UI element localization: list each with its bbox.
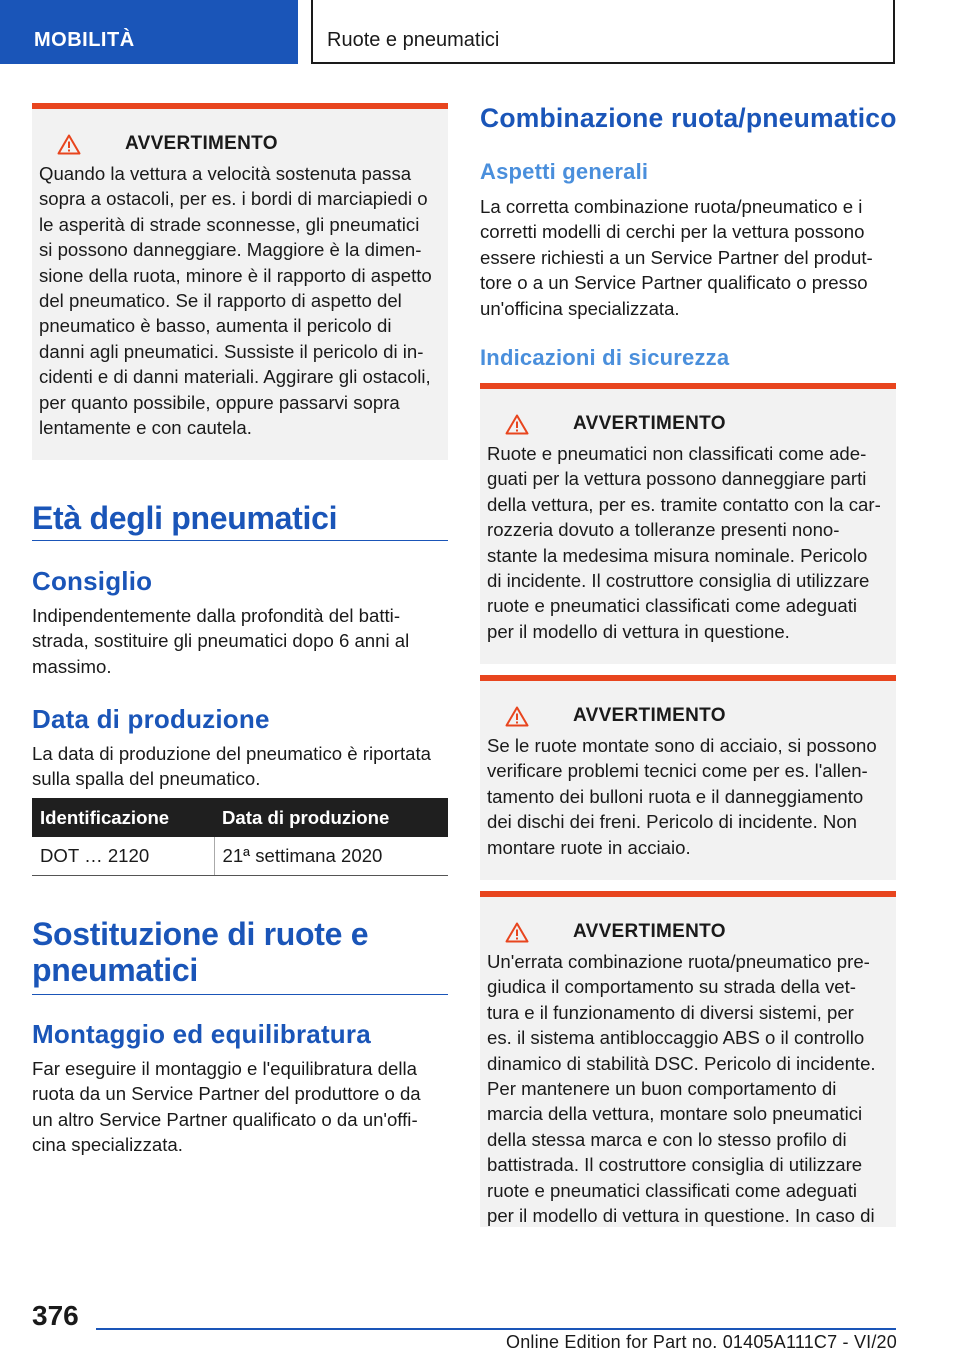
heading-tire-age: Età degli pneumatici [32,500,338,536]
heading-wheel-tire-combination: Combinazione ruota/pneumatico [480,103,897,133]
heading-production-date: Data di produzione [32,704,270,734]
general-paragraph: La corretta combinazione ruota/pneumatico e i corretti modelli di cerchi per la vettura possono essere richiesti a un Service Partner del produt- tore o a un Service Partner qualificato o presso un'officina specializzata. [480,196,873,319]
warning-text: Ruote e pneumatici non classificati come ade- guati per la vettura possono danneggiare parti della vettura, per es. tramite contatto con la car- rozzeria dovuto a tolleranze presenti nono- stante la medesima misura nominale. Pericolo di incidente. Il costruttore consiglia di utilizzare ruote e pneumatici classificati come adeguati per il modello di vettura in questione. [487,443,881,642]
advice-paragraph: Indipendentemente dalla profondità del batti- strada, sostituire gli pneumatici dopo 6 anni al massimo. [32,605,410,677]
warning-box-steel-wheels [480,675,896,880]
warning-triangle-icon [497,705,537,727]
heading-rule [32,540,448,541]
warning-title: AVVERTIMENTO [573,413,726,434]
heading-advice: Consiglio [32,566,153,596]
table-cell: DOT … 2120 [32,837,214,876]
heading-mounting: Montaggio ed equilibratura [32,1019,371,1049]
edition-note: Online Edition for Part no. 01405A111C7 - VI/20 [506,1332,897,1352]
mounting-paragraph: Far eseguire il montaggio e l'equilibratura della ruota da un Service Partner del produttore o da un altro Service Partner qualificato o da un'offi- cina specializzata. [32,1058,421,1156]
footer-rule [96,1328,896,1330]
heading-rule [32,994,448,995]
warning-box-unclassified [480,383,896,664]
warning-box-left [32,103,448,460]
production-date-table [32,798,448,876]
table-header-cell: Data di produzione [214,798,448,837]
warning-text: Un'errata combinazione ruota/pneumatico pre- giudica il comportamento su strada della vet- tura e il funzionamento di diversi sistemi, per es. il sistema antibloccaggio ABS o il controllo dinamico di stabilità DSC. Pericolo di incidente. Per mantenere un buon comportamento di marcia della vettura, montare solo pneumatici della stessa marca e con lo stesso profilo di battistrada. Il costruttore consiglia di utilizzare ruote e pneumatici classificati come adeguati per il modello di vettura in questione. In caso di [487,951,876,1227]
warning-triangle-icon [497,413,537,435]
section-tab: MOBILITÀ [0,0,298,64]
table-header-cell: Identificazione [32,798,214,837]
heading-safety-notes: Indicazioni di sicurezza [480,345,730,370]
heading-general-aspects: Aspetti generali [480,159,649,184]
warning-triangle-icon [497,921,537,943]
warning-text: Se le ruote montate sono di acciaio, si possono verificare problemi tecnici come per es. l'allen- tamento dei bulloni ruota e il danneggiamento dei dischi dei freni. Pericolo di incidente. Non montare ruote in acciaio. [487,735,877,858]
warning-text: Quando la vettura a velocità sostenuta passa sopra a ostacoli, per es. i bordi di marciapiedi o le asperità di strade sconnesse, gli pneumatici si possono danneggiare. Maggiore è la dimen- sione della ruota, minore è il rapporto di aspetto del pneumatico. Se il rapporto di aspetto del pneumatico è basso, aumenta il pericolo di danni agli pneumatici. Sussiste il pericolo di in- cidenti e di danni materiali. Aggirare gli ostacoli, per quanto possibile, oppure passarvi sopra lentamente e con cautela. [39,163,432,439]
table-header-row [32,798,448,837]
warning-title: AVVERTIMENTO [573,705,726,726]
chapter-tab: Ruote e pneumatici [311,0,895,64]
page-number: 376 [32,1300,79,1331]
warning-title: AVVERTIMENTO [573,921,726,942]
warning-title: AVVERTIMENTO [125,133,278,154]
table-cell: 21ª settimana 2020 [214,837,448,876]
heading-replacement: Sostituzione di ruote e pneumatici [32,916,369,988]
production-paragraph: La data di produzione del pneumatico è riportata sulla spalla del pneumatico. [32,743,432,790]
table-row [32,837,448,876]
warning-triangle-icon [49,133,89,155]
warning-box-wrong-combination [480,891,896,1227]
